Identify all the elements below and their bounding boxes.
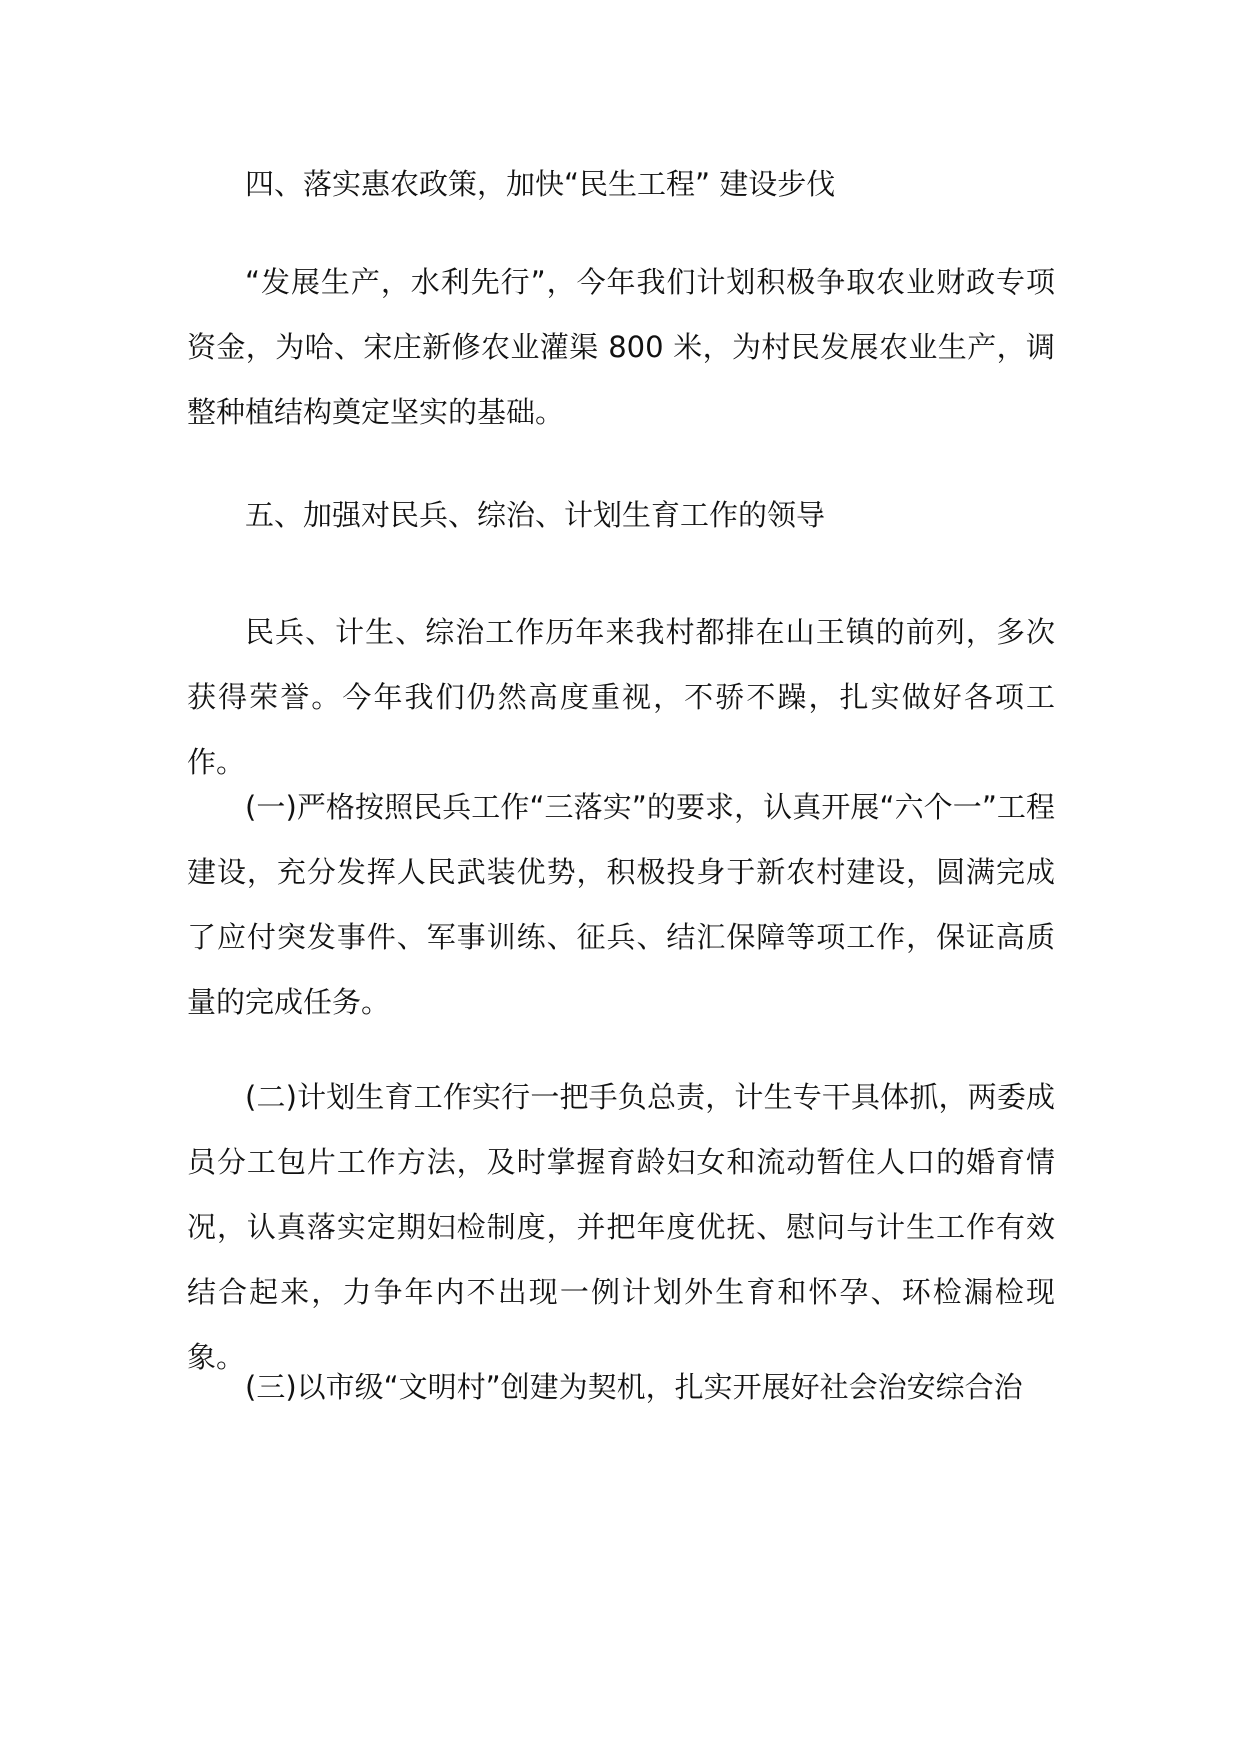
section-heading-five: 五、加强对民兵、综治、计划生育工作的领导 — [245, 498, 826, 532]
paragraph-militia-overview: 民兵、计生、综治工作历年来我村都排在山王镇的前列，多次获得荣誉。今年我们仍然高度重视，不骄不躁，扎实做好各项工作。 — [187, 615, 1055, 779]
section-heading-four: 四、落实惠农政策，加快“民生工程” 建设步伐 — [245, 167, 836, 201]
paragraph-civilized-village: (三)以市级“文明村”创建为契机，扎实开展好社会治安综合治 — [245, 1370, 1023, 1404]
paragraph-militia-work: (一)严格按照民兵工作“三落实”的要求，认真开展“六个一”工程建设，充分发挥人民武装优势，积极投身于新农村建设，圆满完成了应付突发事件、军事训练、征兵、结汇保障等项工作，保证高质量的完成任务。 — [187, 790, 1055, 1019]
paragraph-family-planning: (二)计划生育工作实行一把手负总责，计生专干具体抓，两委成员分工包片工作方法，及时掌握育龄妇女和流动暂住人口的婚育情况，认真落实定期妇检制度，并把年度优抚、慰问与计生工作有效结合起来，力争年内不出现一例计划外生育和怀孕、环检漏检现象。 — [187, 1080, 1055, 1374]
paragraph-water-conservancy: “发展生产，水利先行”，今年我们计划积极争取农业财政专项资金，为哈、宋庄新修农业灌渠 800 米，为村民发展农业生产，调整种植结构奠定坚实的基础。 — [187, 265, 1055, 429]
